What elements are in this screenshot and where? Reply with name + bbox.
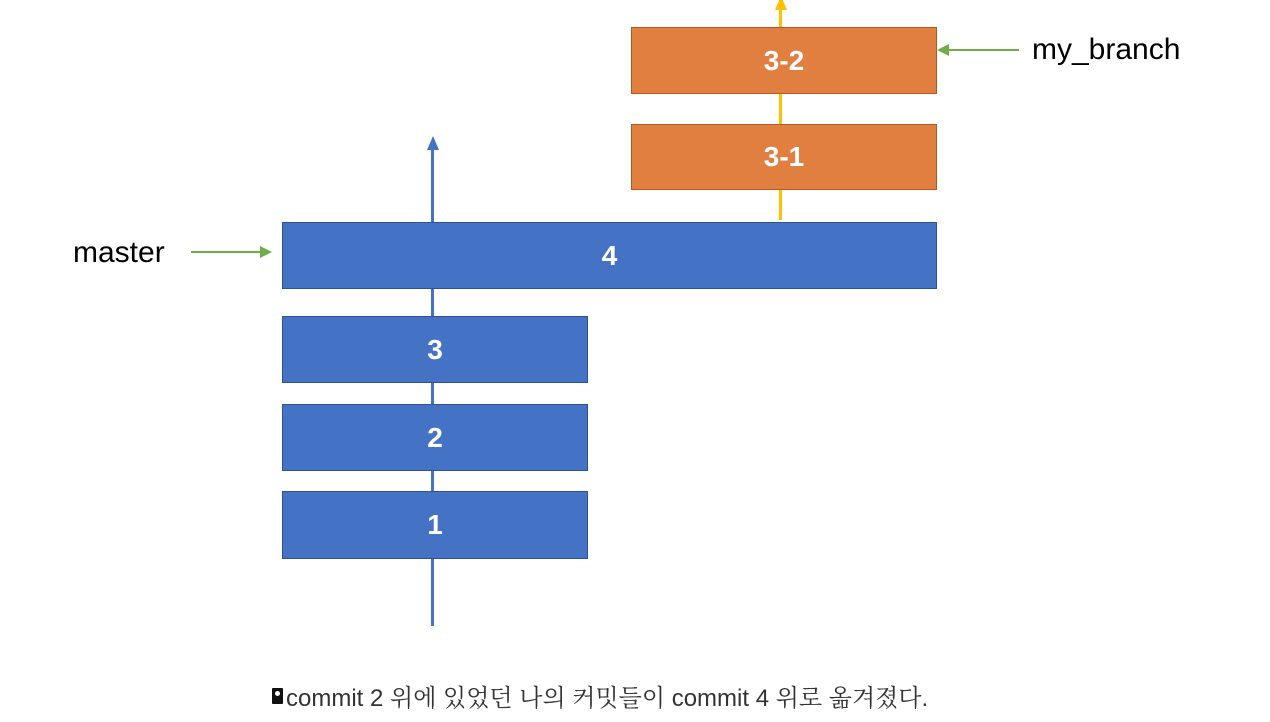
commit-3-box [282, 316, 588, 383]
master-pointer-arrow-icon [260, 246, 272, 258]
commit-3-2-label: 3-2 [763, 44, 805, 76]
commit-3-1-box [631, 124, 937, 190]
master-pointer-label: master [73, 236, 165, 269]
diagram-caption [272, 678, 928, 713]
commit-3-2-box [631, 27, 937, 94]
my-branch-pointer-label: my_branch [1032, 33, 1181, 66]
commit-3-1-label: 3-1 [763, 141, 805, 172]
branch-arrow-icon [775, 0, 787, 10]
caption-text: commit 2 위에 있었던 나의 커밋들이 commit 4 위로 옮겨졌다. [286, 685, 929, 712]
master-arrow-icon [427, 136, 439, 150]
commit-4-label: 4 [601, 239, 618, 271]
my-branch-pointer-line [949, 49, 1019, 51]
commit-1-label: 1 [427, 509, 443, 540]
commit-1-box [282, 491, 588, 559]
commit-2-box [282, 404, 588, 471]
commit-4-box [282, 222, 937, 289]
pin-icon [272, 688, 283, 704]
commit-3-label: 3 [427, 333, 443, 365]
my-branch-pointer-arrow-icon [937, 44, 949, 56]
master-pointer-line [191, 251, 261, 253]
commit-2-label: 2 [427, 421, 443, 453]
